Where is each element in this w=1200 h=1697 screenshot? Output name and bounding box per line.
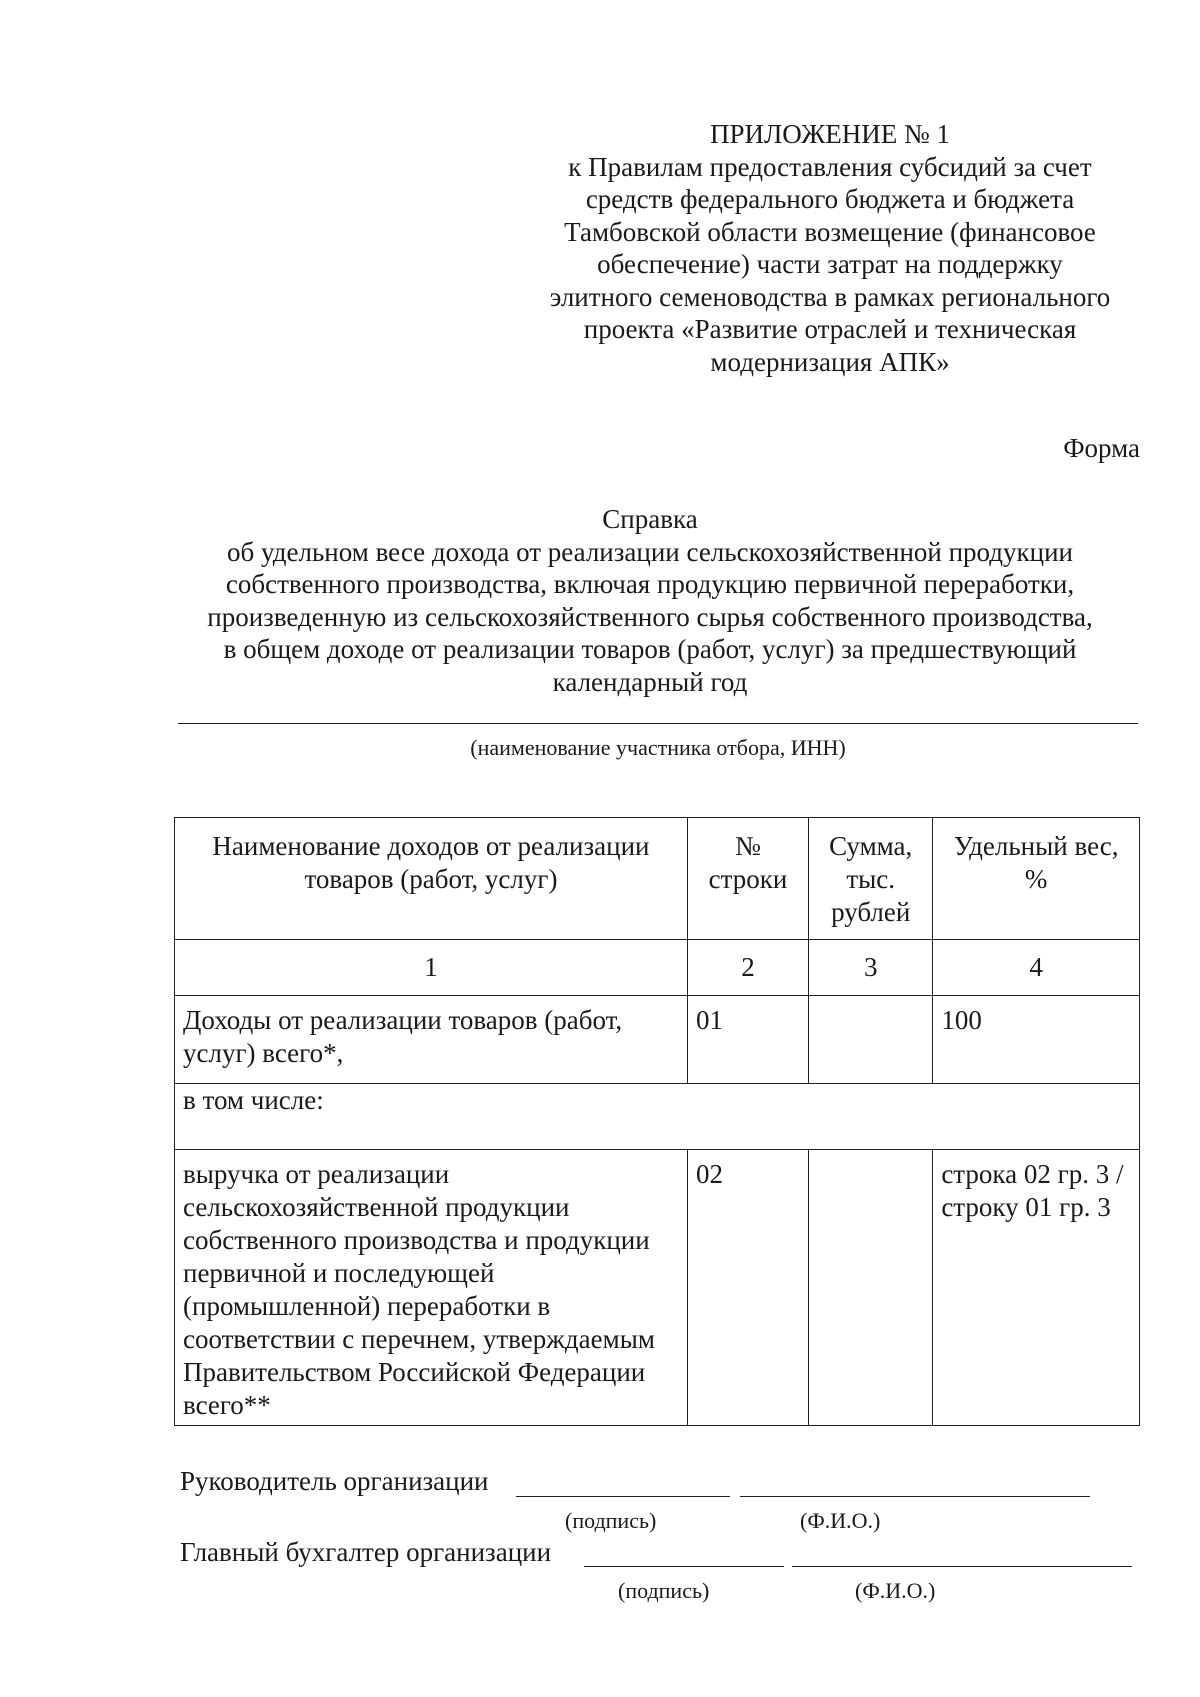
appendix-line: проекта «Развитие отраслей и техническая: [583, 314, 1077, 344]
appendix-line: элитного семеноводства в рамках регионального: [549, 281, 1111, 312]
share-cell: [933, 996, 1140, 1084]
document-title-block: [160, 503, 1140, 698]
header-sum: [809, 818, 933, 940]
form-label: Форма: [1063, 433, 1140, 463]
row-name-text: собственного производства и продукции: [183, 1225, 650, 1255]
document-subtitle-line: в общем доходе от реализации товаров (работ, услуг) за предшествующий: [223, 634, 1077, 664]
document-subtitle-line: произведенную из сельскохозяйственного сырья собственного производства,: [207, 601, 1093, 632]
table-header-row: [175, 818, 1140, 940]
appendix-line: модернизация АПК»: [710, 346, 950, 377]
row-name-cell: [175, 1150, 688, 1426]
header-income-name: [175, 818, 688, 940]
appendix-line: обеспечение) части затрат на поддержку: [597, 249, 1063, 279]
accountant-name-field[interactable]: [792, 1566, 1132, 1567]
row-name-text: всего**: [183, 1390, 271, 1420]
column-number: 1: [175, 940, 688, 996]
document-title: Справка: [602, 504, 698, 534]
appendix-line: средств федерального бюджета и бюджета: [585, 184, 1075, 214]
share-formula: строку 01 гр. 3: [941, 1192, 1111, 1222]
header-text: %: [1024, 864, 1048, 894]
header-text: Удельный вес,: [953, 831, 1119, 861]
header-text: товаров (работ, услуг): [304, 864, 558, 894]
row-name-text: (промышленной) переработки в: [183, 1291, 551, 1321]
share-cell: [933, 1150, 1140, 1426]
head-signature-caption: (подпись): [565, 1508, 657, 1533]
table-row: [175, 996, 1140, 1084]
header-text: тыс.: [846, 864, 896, 894]
column-number: 2: [687, 940, 808, 996]
income-table: [174, 817, 1140, 1426]
row-name-cell: [175, 996, 688, 1084]
column-number: 4: [933, 940, 1140, 996]
accountant-signature-caption: (подпись): [618, 1578, 710, 1603]
row-number-cell: [687, 996, 808, 1084]
row-number: 02: [695, 1159, 723, 1189]
row-number: 01: [695, 1005, 723, 1035]
header-text: рублей: [831, 897, 911, 927]
head-signature-field[interactable]: [516, 1496, 730, 1497]
header-text: Сумма,: [829, 831, 913, 861]
appendix-line: Тамбовской области возмещение (финансовое: [564, 216, 1096, 247]
row-name-text: услуг) всего*,: [183, 1038, 344, 1068]
document-subtitle-line: календарный год: [552, 666, 748, 697]
header-line-number: [687, 818, 808, 940]
document-subtitle-line: об удельном весе дохода от реализации сельскохозяйственной продукции: [227, 536, 1073, 567]
appendix-title: ПРИЛОЖЕНИЕ № 1: [709, 119, 951, 149]
subsection-cell: [175, 1084, 1140, 1150]
document-subtitle-line: собственного производства, включая продукцию первичной переработки,: [225, 569, 1075, 599]
header-share: [933, 818, 1140, 940]
table-row: [175, 1150, 1140, 1426]
participant-name-field[interactable]: [178, 723, 1138, 724]
accountant-signature-field[interactable]: [584, 1566, 784, 1567]
appendix-header: [530, 118, 1130, 378]
column-number: 3: [809, 940, 933, 996]
subsection-label: в том числе:: [183, 1085, 324, 1115]
accountant-label: Главный бухгалтер организации: [180, 1537, 552, 1567]
row-name-text: Доходы от реализации товаров (работ,: [183, 1005, 623, 1035]
appendix-line: к Правилам предоставления субсидий за счет: [568, 151, 1092, 182]
head-name-field[interactable]: [740, 1496, 1090, 1497]
share-value: 100: [941, 1005, 982, 1035]
head-name-caption: (Ф.И.О.): [800, 1508, 881, 1533]
row-name-text: выручка от реализации: [183, 1159, 450, 1189]
share-formula: строка 02 гр. 3 /: [941, 1159, 1124, 1189]
table-row: [175, 1084, 1140, 1150]
row-name-text: соответствии с перечнем, утверждаемым: [183, 1324, 655, 1354]
sum-input-cell[interactable]: [809, 1150, 933, 1426]
header-text: №: [735, 831, 761, 861]
row-number-cell: [687, 1150, 808, 1426]
row-name-text: Правительством Российской Федерации: [183, 1357, 646, 1387]
row-name-text: первичной и последующей: [183, 1258, 495, 1288]
column-number-row: [175, 940, 1140, 996]
sum-input-cell[interactable]: [809, 996, 933, 1084]
participant-caption: (наименование участника отбора, ИНН): [470, 735, 846, 760]
header-text: Наименование доходов от реализации: [212, 831, 650, 861]
row-name-text: сельскохозяйственной продукции: [183, 1192, 570, 1222]
head-label: Руководитель организации: [180, 1466, 489, 1496]
accountant-name-caption: (Ф.И.О.): [855, 1578, 936, 1603]
header-text: строки: [708, 864, 788, 894]
